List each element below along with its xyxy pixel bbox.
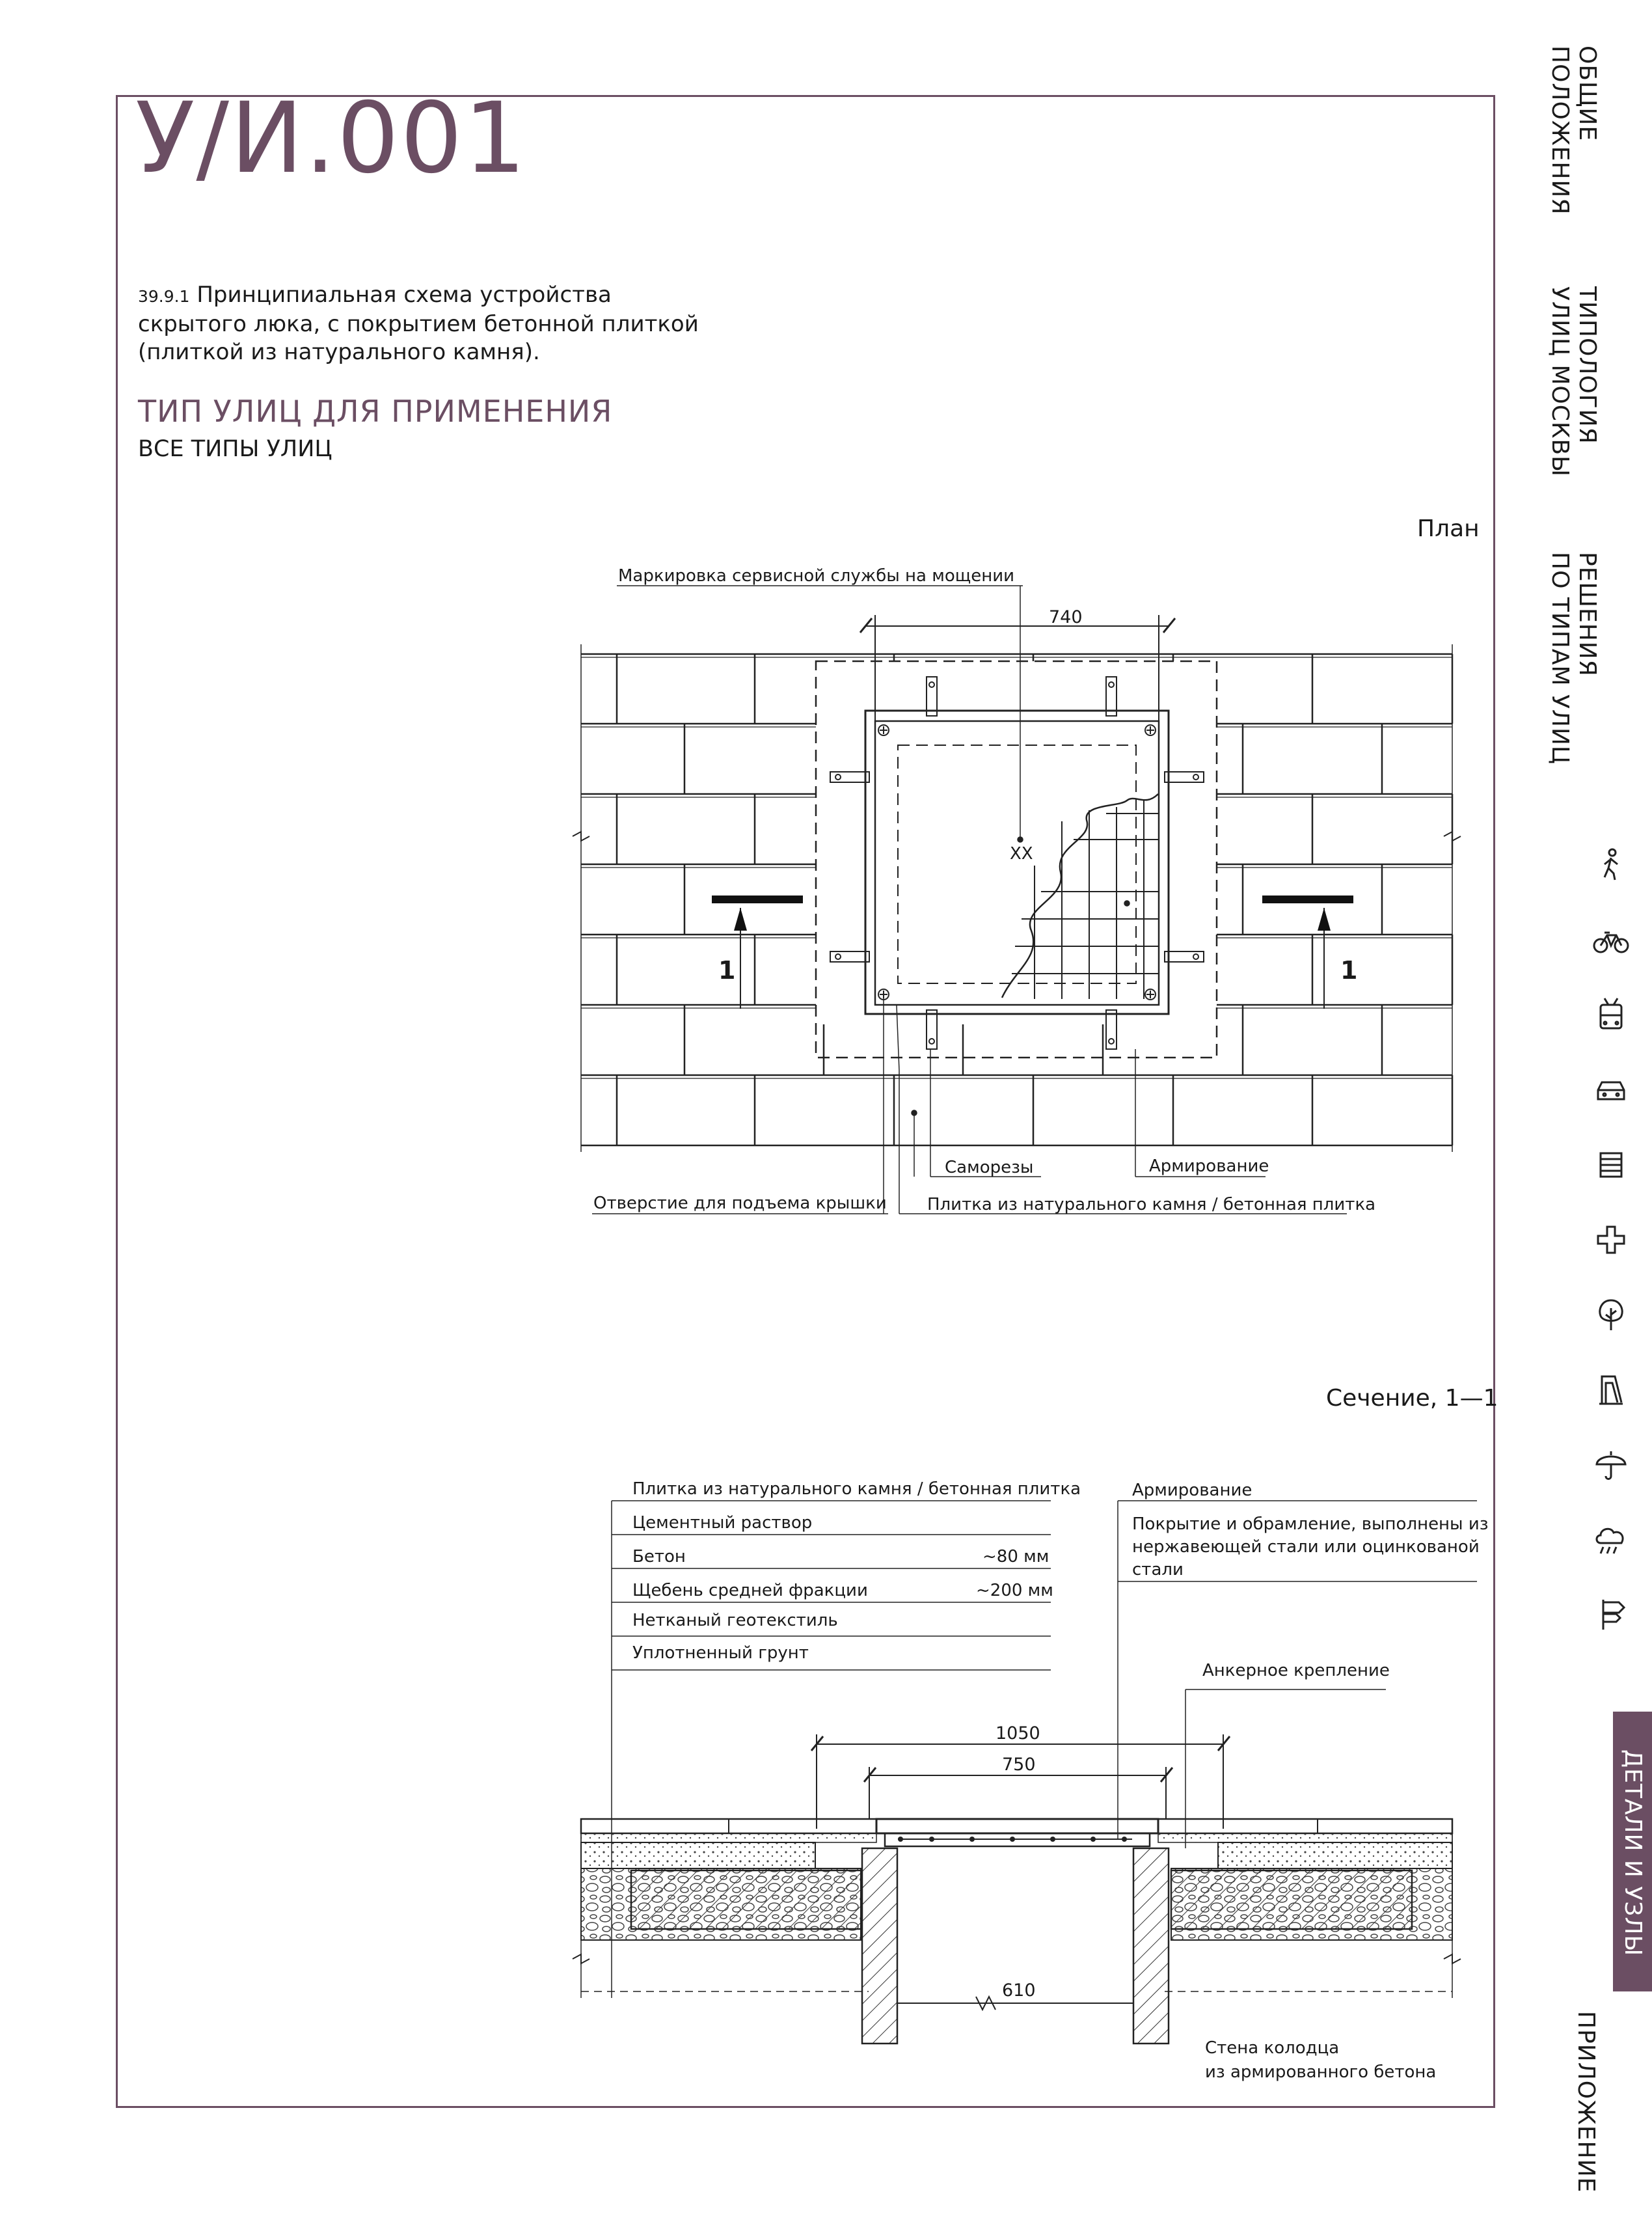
section-number-left: 1: [718, 956, 736, 985]
label-wall-2: из армированного бетона: [1205, 2062, 1437, 2082]
layer-value-concrete: ~80 мм: [982, 1547, 1049, 1566]
section-marker-right: [1262, 896, 1353, 1009]
lamp-icon[interactable]: [1591, 1370, 1631, 1409]
label-section-reinforcement: Армирование: [1132, 1481, 1253, 1500]
label-anchor: Анкерное крепление: [1202, 1661, 1390, 1680]
layer-label-geotextile: Нетканый геотекстиль: [632, 1611, 838, 1630]
label-lift-hole: Отверстие для подъема крышки: [593, 1194, 887, 1213]
sidebar-item-appendix[interactable]: ПРИЛОЖЕНИЕ: [1573, 2011, 1599, 2193]
layer-label-mortar: Цементный раствор: [632, 1513, 813, 1533]
rain-cloud-icon[interactable]: [1591, 1520, 1631, 1559]
well-wall-right: [1133, 1848, 1169, 2044]
section-marker-left: [712, 896, 803, 1009]
section-layers-right: [1158, 1819, 1452, 1991]
label-xx: XX: [1010, 844, 1033, 864]
manhole-cover: [876, 1819, 1158, 1833]
medical-cross-icon[interactable]: [1591, 1220, 1631, 1259]
layer-label-concrete: Бетон: [632, 1547, 686, 1566]
label-coating-3: стали: [1132, 1560, 1184, 1579]
dim-740: 740: [1049, 607, 1083, 627]
sidebar-item-general[interactable]: ОБЩИЕ ПОЛОЖЕНИЯ: [1547, 46, 1601, 215]
layer-label-soil: Уплотненный грунт: [632, 1643, 809, 1663]
car-icon[interactable]: [1591, 1071, 1631, 1110]
street-type-title: ТИП УЛИЦ ДЛЯ ПРИМЕНЕНИЯ: [138, 394, 613, 429]
section-layers-left: [581, 1819, 876, 1991]
plan-title: План: [1417, 515, 1480, 542]
crosswalk-icon[interactable]: [1591, 1145, 1631, 1184]
dim-1050: 1050: [995, 1723, 1040, 1744]
signpost-icon[interactable]: [1591, 1594, 1631, 1634]
pedestrian-icon[interactable]: [1591, 846, 1631, 885]
section-number-right: 1: [1340, 956, 1358, 985]
figure-caption: Принципиальная схема устройства скрытого люка, с покрытием бетонной плиткой (плиткой из натурального камня).: [138, 282, 699, 365]
section-title: Сечение, 1—1: [1326, 1385, 1498, 1412]
label-coating-1: Покрытие и обрамление, выполнены из: [1132, 1514, 1489, 1534]
label-coating-2: нержавеющей стали или оцинкованой: [1132, 1537, 1480, 1557]
dim-750: 750: [1002, 1755, 1036, 1775]
label-reinforcement: Армирование: [1149, 1156, 1269, 1176]
figure-number: 39.9.1: [138, 287, 190, 306]
label-tile: Плитка из натурального камня / бетонная плитка: [927, 1195, 1376, 1214]
trolleybus-icon[interactable]: [1591, 996, 1631, 1035]
street-type-value: ВСЕ ТИПЫ УЛИЦ: [138, 436, 332, 462]
sidebar-item-typology[interactable]: ТИПОЛОГИЯ УЛИЦ МОСКВЫ: [1547, 286, 1601, 477]
tree-icon[interactable]: [1591, 1295, 1631, 1334]
sidebar-item-solutions[interactable]: РЕШЕНИЯ ПО ТИПАМ УЛИЦ: [1547, 552, 1601, 765]
plan-drawing: [573, 586, 1461, 1214]
well-wall-left: [862, 1848, 897, 2044]
umbrella-icon[interactable]: [1591, 1445, 1631, 1484]
layer-value-gravel: ~200 мм: [976, 1581, 1053, 1600]
label-wall-1: Стена колодца: [1205, 2038, 1340, 2058]
label-marking: Маркировка сервисной службы на мощении: [618, 566, 1015, 586]
dim-610: 610: [1002, 1980, 1036, 2001]
sidebar-item-details[interactable]: ДЕТАЛИ И УЗЛЫ: [1619, 1749, 1646, 1957]
layer-label-gravel: Щебень средней фракции: [632, 1581, 868, 1600]
label-screws: Саморезы: [945, 1158, 1034, 1177]
layer-label-tile: Плитка из натурального камня / бетонная плитка: [632, 1479, 1081, 1499]
bicycle-icon[interactable]: [1591, 921, 1631, 960]
page-code: У/И.001: [135, 82, 528, 195]
